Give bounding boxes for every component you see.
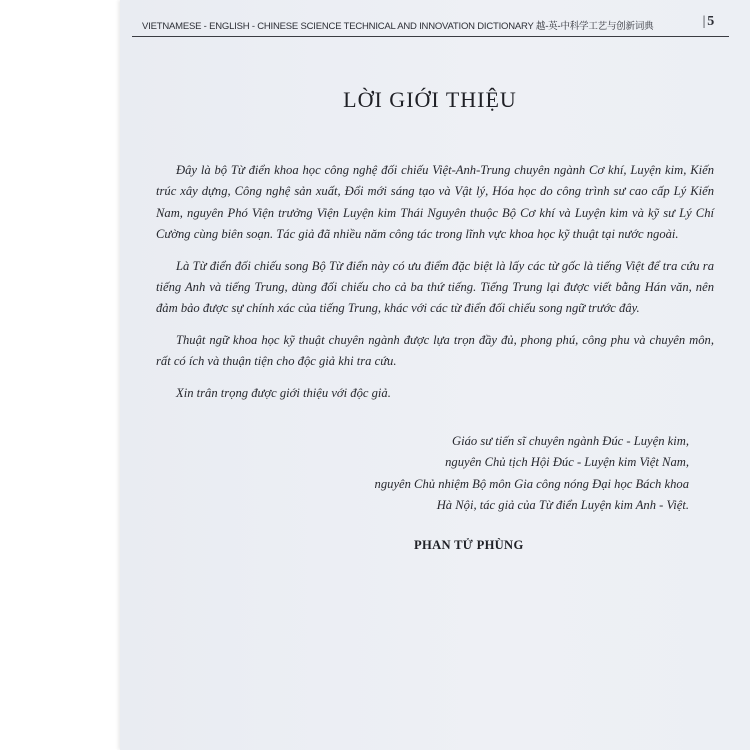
- author-name: PHAN TỬ PHÙNG: [414, 538, 524, 552]
- paragraph: Là Từ điển đối chiếu song Bộ Từ điển này có ưu điểm đặc biệt là lấy các từ gốc là tiếng Việt để tra cứu ra tiếng Anh và tiếng Trung, dùng đối chiếu cho cả ba thứ tiếng. Tiếng Trung lại được viết bằng Hán văn, nên đảm bảo được sự chính xác của tiếng Trung, khác với các từ điển đối chiếu song ngữ trước đây.: [156, 258, 714, 316]
- book-page: [120, 0, 750, 750]
- page-number-value: 5: [707, 14, 714, 29]
- paragraph: Đây là bộ Từ điển khoa học công nghệ đối chiếu Việt-Anh-Trung chuyên ngành Cơ khí, Luyện kim, Kiến trúc xây dựng, Công nghệ sản xuất, Đổi mới sáng tạo và Vật lý, Hóa học do công trình sư cao cấp Lý Kiến Nam, nguyên Phó Viện trưởng Viện Luyện kim Thái Nguyên thuộc Bộ Cơ khí và Luyện kim và kỹ sư Lý Chí Cường cùng biên soạn. Tác giả đã nhiều năm công tác trong lĩnh vực khoa học kỹ thuật tại nước ngoài.: [156, 163, 714, 242]
- signature-line: Giáo sư tiến sĩ chuyên ngành Đúc - Luyện kim,: [451, 434, 689, 448]
- header-rule: [132, 36, 729, 37]
- signature-line: nguyên Chủ tịch Hội Đúc - Luyện kim Việt Nam,: [445, 455, 689, 470]
- signature-block: [220, 431, 689, 517]
- paragraph: Thuật ngữ khoa học kỹ thuật chuyên ngành được lựa trọn đầy đủ, phong phú, công phu và chuyên môn, rất có ích và thuận tiện cho độc giả khi tra cứu.: [156, 332, 714, 369]
- page-title: LỜI GIỚI THIỆU: [343, 87, 517, 112]
- signature-line: Hà Nội, tác giả của Từ điển Luyện kim Anh - Việt.: [436, 498, 689, 513]
- running-header: [130, 14, 730, 34]
- body-text: [156, 160, 714, 414]
- signature-line: nguyên Chủ nhiệm Bộ môn Gia công nóng Đại học Bách khoa: [374, 476, 689, 491]
- header-title: VIETNAMESE - ENGLISH - CHINESE SCIENCE TECHNICAL AND INNOVATION DICTIONARY 越-英-中科学工艺与创新词典: [142, 21, 654, 32]
- page-number: | 5: [702, 14, 714, 29]
- paragraph: Xin trân trọng được giới thiệu với độc giả.: [176, 385, 391, 400]
